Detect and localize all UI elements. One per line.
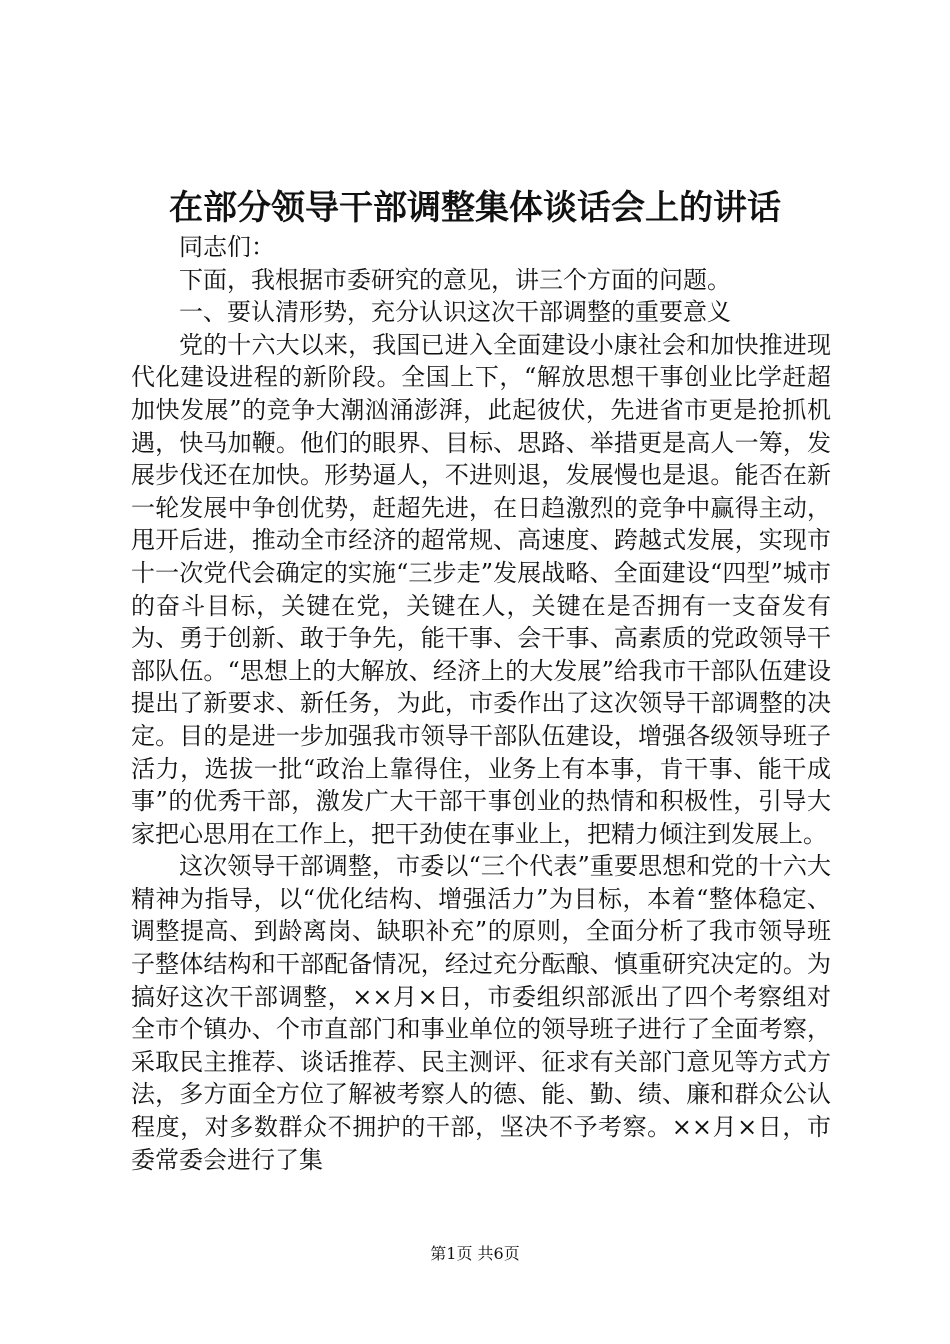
document-body — [131, 231, 831, 1176]
body-paragraph: 这次领导干部调整，市委以“三个代表”重要思想和党的十六大精神为指导，以“优化结构、增强活力”为目标，本着“整体稳定、调整提高、到龄离岗、缺职补充”的原则，全面分析了我市领导班子整体结构和干部配备情况，经过充分酝酿、慎重研究决定的。为搞好这次干部调整，××月×日，市委组织部派出了四个考察组对全市个镇办、个市直部门和事业单位的领导班子进行了全面考察，采取民主推荐、谈话推荐、民主测评、征求有关部门意见等方式方法，多方面全方位了解被考察人的德、能、勤、绩、廉和群众公认程度，对多数群众不拥护的干部，坚决不予考察。××月×日，市委常委会进行了集 — [131, 852, 831, 1174]
document-title: 在部分领导干部调整集体谈话会上的讲话 — [169, 188, 781, 228]
body-paragraph: 党的十六大以来，我国已进入全面建设小康社会和加快推进现代化建设进程的新阶段。全国上下，“解放思想干事创业比学赶超加快发展”的竞争大潮汹涌澎湃，此起彼伏，先进省市更是抢抓机遇，快马加鞭。他们的眼界、目标、思路、举措更是高人一筹，发展步伐还在加快。形势逼人，不进则退，发展慢也是退。能否在新一轮发展中争创优势，赶超先进，在日趋激烈的竞争中赢得主动，甩开后进，推动全市经济的超常规、高速度、跨越式发展，实现市十一次党代会确定的实施“三步走”发展战略、全面建设“四型”城市的奋斗目标，关键在党，关键在人，关键在是否拥有一支奋发有为、勇于创新、敢于争先，能干事、会干事、高素质的党政领导干部队伍。“思想上的大解放、经济上的大发展”给我市干部队伍建设提出了新要求、新任务，为此，市委作出了这次领导干部调整的决定。目的是进一步加强我市领导干部队伍建设，增强各级领导班子活力，选拔一批“政治上靠得住，业务上有本事，肯干事、能干成事”的优秀干部，激发广大干部干事创业的热情和积极性，引导大家把心思用在工作上，把干劲使在事业上，把精力倾注到发展上。 — [131, 330, 831, 848]
salutation-paragraph: 同志们： — [179, 233, 275, 261]
intro-paragraph: 下面，我根据市委研究的意见，讲三个方面的问题。 — [179, 265, 731, 294]
section-heading: 一、要认清形势，充分认识这次干部调整的重要意义 — [179, 298, 731, 327]
page-number: 第1页 共6页 — [430, 1244, 520, 1263]
